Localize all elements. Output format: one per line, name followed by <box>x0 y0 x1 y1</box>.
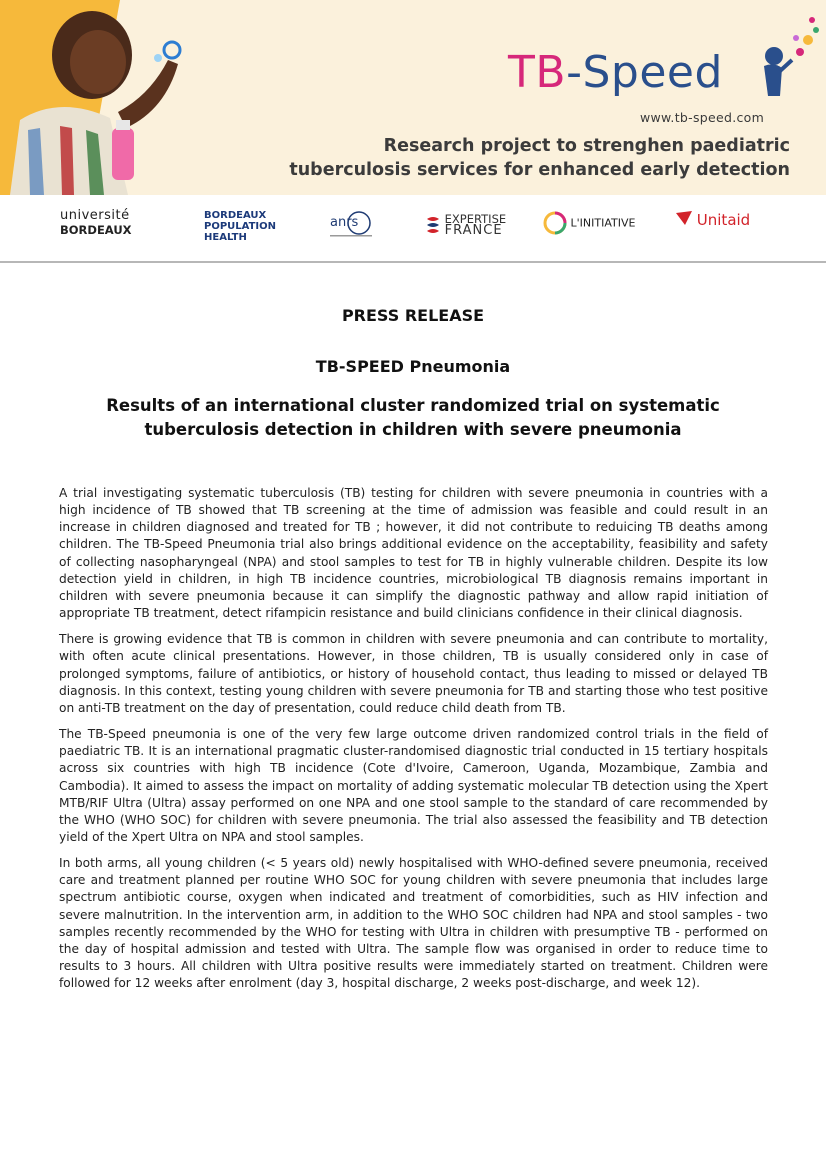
expertise-france-mark-icon <box>425 215 441 235</box>
bph-line-2: POPULATION <box>204 221 277 232</box>
brand-dash: - <box>566 47 583 98</box>
tagline-line-2: tuberculosis services for enhanced early detection <box>289 160 790 180</box>
unitaid-logo <box>676 211 750 229</box>
bubble-child-icon <box>742 16 822 111</box>
paragraph: A trial investigating systematic tuberculosis (TB) testing for children with severe pneumonia in countries with a high incidence of TB showed that TB screening at the time of admission was feasible and could result in an increase in children diagnosed and treated for TB ; however, it did not contribute to reduicing TB deaths among children. The TB-Speed Pneumonia trial also brings additional evidence on the acceptability, feasibility and safety of collecting nasopharyngeal (NPA) and stool samples to test for TB in highly vulnerable children. Despite its low detection yield in children, in high TB incidence countries, microbiological TB diagnosis remains important in children with severe pneumonia because it can simplify the diagnostic pathway and allow rapid initiation of appropriate TB treatment, detect rifampicin resistance and build clinicians confidence in their clinical diagnosis. <box>59 486 768 621</box>
unitaid-mark-icon <box>676 211 692 225</box>
ef-line-1: EXPERTISE <box>444 212 507 226</box>
linitiative-ring-icon <box>543 211 567 235</box>
linitiative-label: L'INITIATIVE <box>570 216 636 230</box>
press-release-label: PRESS RELEASE <box>341 306 485 325</box>
tb-speed-logo <box>508 48 723 98</box>
expertise-france-logo <box>425 213 506 237</box>
ub-line-1: université <box>60 208 130 223</box>
paragraph: The TB-Speed pneumonia is one of the very few large outcome driven randomized control trials in the field of paediatric TB. It is an international pragmatic cluster-randomised diagnostic trial conducted in 15 tertiary hospitals across six countries with high TB incidence (Cote d'Ivoire, Cameroon, Uganda, Mozambique, Zambia and Cambodia). It aimed to assess the impact on mortality of adding systematic molecular TB detection using the Xpert MTB/RIF Ultra (Ultra) assay performed on one NPA and one stool sample to the standard of care recommended by the WHO (WHO SOC) for children with severe pneumonia. The trial also assessed the feasibility and TB detection yield of the Xpert Ultra on NPA and stool samples. <box>59 727 768 844</box>
page-header <box>0 0 826 195</box>
header-divider <box>0 261 826 263</box>
article-body <box>59 485 768 1001</box>
tagline-line-1: Research project to strenghen paediatric <box>383 136 790 156</box>
brand-tb: TB <box>508 47 567 98</box>
press-release-headline: Results of an international cluster randomized trial on systematic tuberculosis detection in children with severe pneumonia <box>106 396 720 439</box>
bordeaux-population-health-logo <box>204 210 276 243</box>
bph-line-1: BORDEAUX <box>204 210 267 221</box>
partner-logos <box>0 195 826 261</box>
child-photo <box>0 0 200 195</box>
paragraph: There is growing evidence that TB is common in children with severe pneumonia and can contribute to mortality, with often acute clinical presentations. However, in those children, TB is usually considered only in case of prolonged symptoms, failure of antibiotics, or history of household contact, thus leading to missed or delayed TB diagnosis. In this context, testing young children with severe pneumonia for TB and starting those who test positive on anti-TB treatment on the day of presentation, could reduce child death from TB. <box>59 632 768 715</box>
unitaid-label: Unitaid <box>696 211 751 229</box>
press-release-subtitle: TB-SPEED Pneumonia <box>315 357 511 376</box>
website-url: www.tb-speed.com <box>640 110 765 125</box>
anrs-label: anrs <box>330 215 359 230</box>
bph-line-3: HEALTH <box>204 232 247 243</box>
linitiative-logo <box>543 211 635 235</box>
anrs-logo <box>326 209 376 239</box>
universite-bordeaux-logo <box>60 209 132 237</box>
tagline <box>289 134 790 182</box>
ef-line-2: FRANCE <box>444 223 503 238</box>
paragraph: In both arms, all young children (< 5 years old) newly hospitalised with WHO-defined severe pneumonia, received care and treatment planned per routine WHO SOC for young children with severe pneumonia that includes large spectrum antibiotic course, oxygen when indicated and treatment of comorbidities, such as HIV infection and severe malnutrition. In the intervention arm, in addition to the WHO SOC children had NPA and stool samples - two samples recently recommended by the WHO for testing with Ultra in children with presumptive TB - performed on the day of hospital admission and tested with Ultra. The sample flow was organised in order to reduce time to results to 3 hours. All children with Ultra positive results were immediately started on treatment. Children were followed for 12 weeks after enrolment (day 3, hospital discharge, 2 weeks post-discharge, and week 12). <box>59 856 768 991</box>
ub-line-2: BORDEAUX <box>60 223 132 237</box>
brand-speed: Speed <box>582 47 723 98</box>
